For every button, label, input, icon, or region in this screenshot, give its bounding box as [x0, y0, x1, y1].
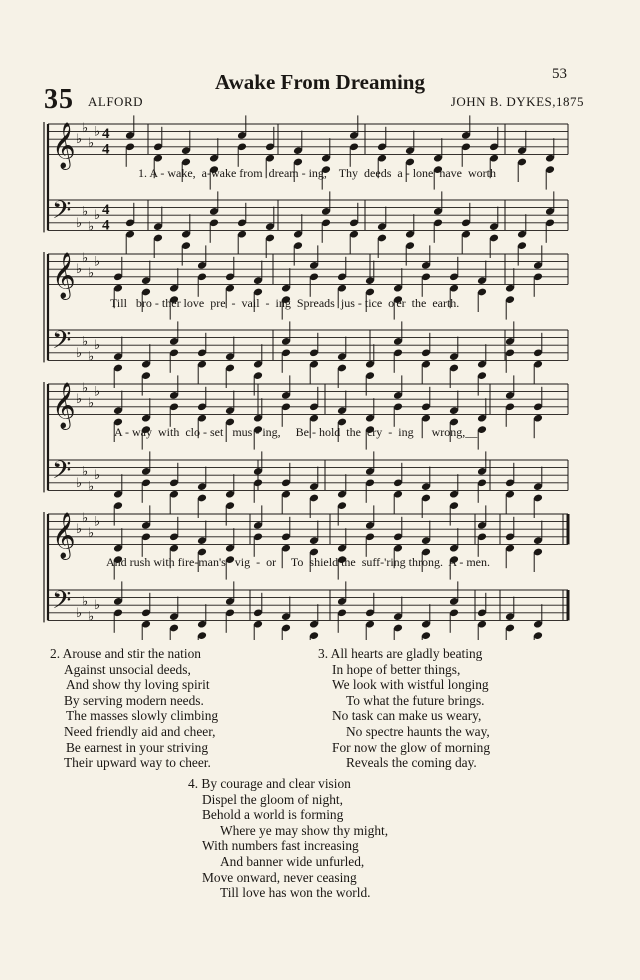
flat-sign-icon: ♭	[94, 514, 101, 530]
composer-credit: JOHN B. DYKES,1875	[450, 94, 584, 109]
stanza-3	[318, 646, 490, 771]
flat-sign-icon: ♭	[94, 384, 101, 400]
stanza-line: For now the glow of morning	[332, 739, 491, 755]
stanza-line: 4. By courage and clear vision	[188, 776, 351, 791]
stanza-line: By serving modern needs.	[64, 692, 204, 708]
time-signature-bottom: 4	[102, 217, 110, 234]
flat-sign-icon: ♭	[94, 124, 101, 140]
flat-sign-icon: ♭	[88, 396, 95, 411]
stanza-line: Behold a world is forming	[202, 807, 344, 823]
flat-sign-icon: ♭	[94, 598, 101, 614]
time-signature-top: 4	[102, 126, 110, 143]
treble-clef-icon: 𝄞	[52, 382, 76, 429]
stanza-line: Dispel the gloom of night,	[202, 791, 343, 807]
hymn-title: Awake From Dreaming	[215, 70, 425, 94]
flat-sign-icon: ♭	[82, 334, 89, 350]
flat-sign-icon: ♭	[82, 510, 89, 526]
flat-sign-icon: ♭	[76, 345, 83, 361]
stanza-line: Their upward way to cheer.	[64, 755, 211, 771]
stanza-4	[188, 776, 388, 901]
flat-sign-icon: ♭	[76, 215, 83, 231]
flat-sign-icon: ♭	[82, 204, 89, 220]
stanza-2	[50, 646, 218, 771]
lyric-line-4: And rush with fire-man's vig - or To shield the suff-'ring throng. A - men.	[106, 555, 490, 569]
stanza-line: To what the future brings.	[346, 692, 485, 708]
stanza-line: 2. Arouse and stir the nation	[50, 646, 201, 661]
hymn-number: 35	[44, 84, 74, 115]
stanza-line: Reveals the coming day.	[346, 755, 477, 771]
flat-sign-icon: ♭	[82, 594, 89, 610]
flat-sign-icon: ♭	[82, 380, 89, 396]
flat-sign-icon: ♭	[88, 266, 95, 281]
bass-clef-icon: 𝄢	[52, 325, 72, 361]
flat-sign-icon: ♭	[76, 132, 83, 148]
flat-sign-icon: ♭	[88, 349, 95, 365]
flat-sign-icon: ♭	[88, 479, 95, 495]
time-signature-bottom: 4	[102, 141, 110, 158]
stanza-line: In hope of better things,	[332, 661, 461, 677]
flat-sign-icon: ♭	[94, 338, 101, 354]
tune-name: ALFORD	[88, 94, 144, 109]
bass-clef-icon: 𝄢	[52, 455, 72, 491]
lyric-line-2: Till bro - ther love pre - vail - ing Spreads jus - tice o'er the earth.	[110, 296, 460, 310]
flat-sign-icon: ♭	[88, 136, 95, 151]
time-signature-top: 4	[102, 202, 110, 219]
stanza-line: Where ye may show thy might,	[220, 822, 389, 838]
stanza-line: Move onward, never ceasing	[202, 869, 357, 885]
flat-sign-icon: ♭	[88, 609, 95, 625]
bass-clef-icon: 𝄢	[52, 195, 72, 231]
stanza-line: We look with wistful longing	[332, 677, 489, 693]
flat-sign-icon: ♭	[88, 526, 95, 541]
flat-sign-icon: ♭	[94, 468, 101, 484]
stanza-line: No task can make us weary,	[332, 708, 482, 724]
treble-clef-icon: 𝄞	[52, 512, 76, 559]
stanza-line: Be earnest in your striving	[66, 739, 209, 755]
stanza-line: Till love has won the world.	[220, 885, 371, 901]
flat-sign-icon: ♭	[82, 250, 89, 266]
lyric-line-3: A - way with clo - set mus - ing, Be - hold the cry - ing wrong,__	[114, 425, 478, 439]
treble-clef-icon: 𝄞	[52, 122, 76, 169]
flat-sign-icon: ♭	[82, 464, 89, 480]
stanza-line: And show thy loving spirit	[66, 677, 210, 693]
flat-sign-icon: ♭	[76, 475, 83, 491]
flat-sign-icon: ♭	[76, 262, 83, 278]
stanza-line: No spectre haunts the way,	[346, 723, 490, 739]
flat-sign-icon: ♭	[82, 120, 89, 136]
stanza-line: With numbers fast increasing	[202, 838, 359, 854]
flat-sign-icon: ♭	[94, 254, 101, 270]
lyric-line-1: 1. A - wake, a-wake from dream - ing, Thy deeds a - lone have worth	[138, 166, 497, 180]
treble-clef-icon: 𝄞	[52, 252, 76, 299]
stanza-line: Against unsocial deeds,	[64, 661, 191, 677]
page-number: 53	[552, 66, 567, 82]
flat-sign-icon: ♭	[76, 605, 83, 621]
stanza-line: And banner wide unfurled,	[220, 853, 365, 869]
stanza-line: Need friendly aid and cheer,	[64, 723, 216, 739]
flat-sign-icon: ♭	[76, 522, 83, 538]
flat-sign-icon: ♭	[94, 208, 101, 224]
stanza-line: The masses slowly climbing	[66, 708, 219, 724]
stanza-line: 3. All hearts are gladly beating	[318, 646, 483, 661]
flat-sign-icon: ♭	[88, 219, 95, 235]
flat-sign-icon: ♭	[76, 392, 83, 408]
bass-clef-icon: 𝄢	[52, 585, 72, 621]
